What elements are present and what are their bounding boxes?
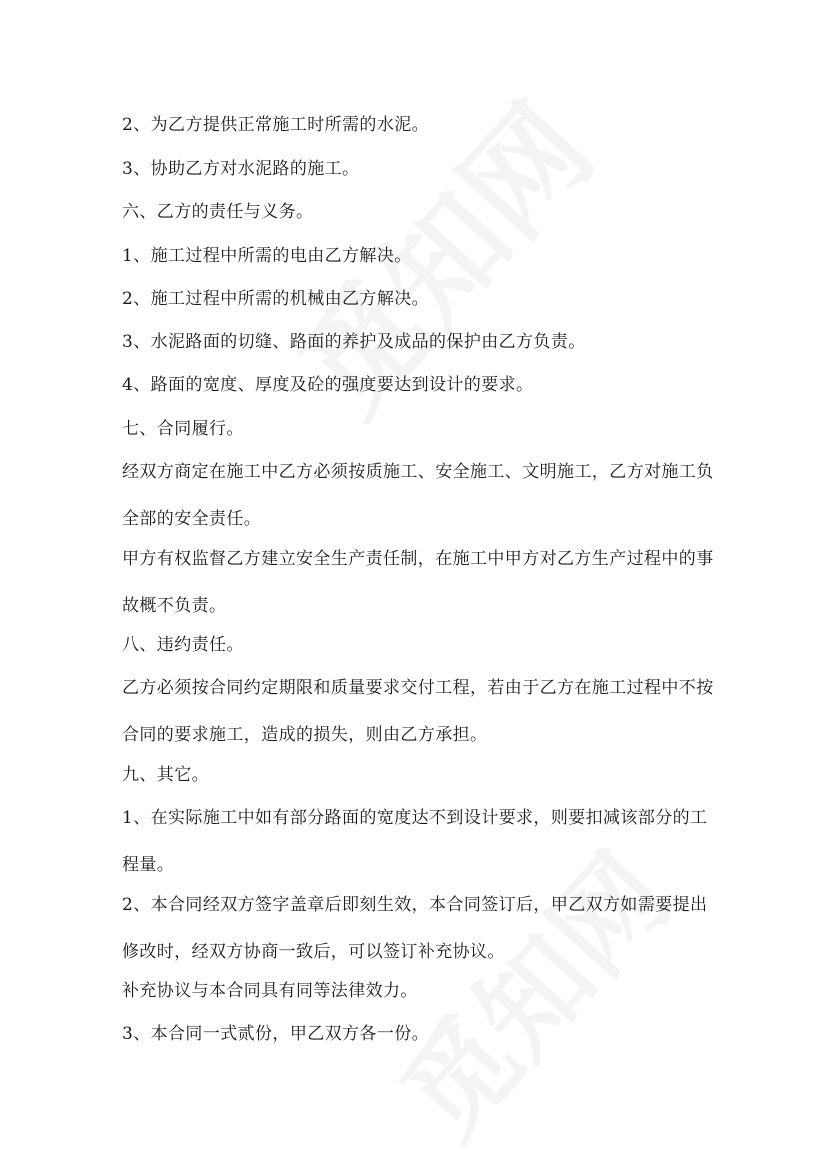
paragraph: 乙方必须按合同约定期限和质量要求交付工程，若由于乙方在施工过程中不按合同的要求施工，造成的损失，则由乙方承担。 (122, 678, 714, 745)
paragraph: 2、本合同经双方签字盖章后即刻生效，本合同签订后，甲乙双方如需要提出修改时，经双方协商一致后，可以签订补充协议。 (122, 895, 708, 962)
section-heading: 七、合同履行。 (122, 419, 244, 439)
paragraph: 2、施工过程中所需的机械由乙方解决。 (122, 289, 430, 309)
paragraph: 3、协助乙方对水泥路的施工。 (122, 159, 360, 179)
paragraph: 经双方商定在施工中乙方必须按质施工、安全施工、文明施工，乙方对施工负全部的安全责任。 (122, 462, 714, 529)
paragraph: 3、水泥路面的切缝、路面的养护及成品的保护由乙方负责。 (122, 332, 586, 352)
paragraph: 3、本合同一式贰份，甲乙双方各一份。 (122, 1024, 430, 1044)
paragraph: 补充协议与本合同具有同等法律效力。 (122, 981, 418, 1001)
paragraph: 1、在实际施工中如有部分路面的宽度达不到设计要求，则要扣减该部分的工程量。 (122, 808, 708, 875)
section-heading: 九、其它。 (122, 765, 209, 785)
paragraph: 4、路面的宽度、厚度及砼的强度要达到设计的要求。 (122, 375, 534, 395)
paragraph: 甲方有权监督乙方建立安全生产责任制，在施工中甲方对乙方生产过程中的事故概不负责。 (122, 549, 714, 616)
paragraph: 1、施工过程中所需的电由乙方解决。 (122, 246, 412, 266)
section-heading: 六、乙方的责任与义务。 (122, 202, 314, 222)
paragraph: 2、为乙方提供正常施工时所需的水泥。 (122, 115, 430, 135)
section-heading: 八、违约责任。 (122, 635, 244, 655)
